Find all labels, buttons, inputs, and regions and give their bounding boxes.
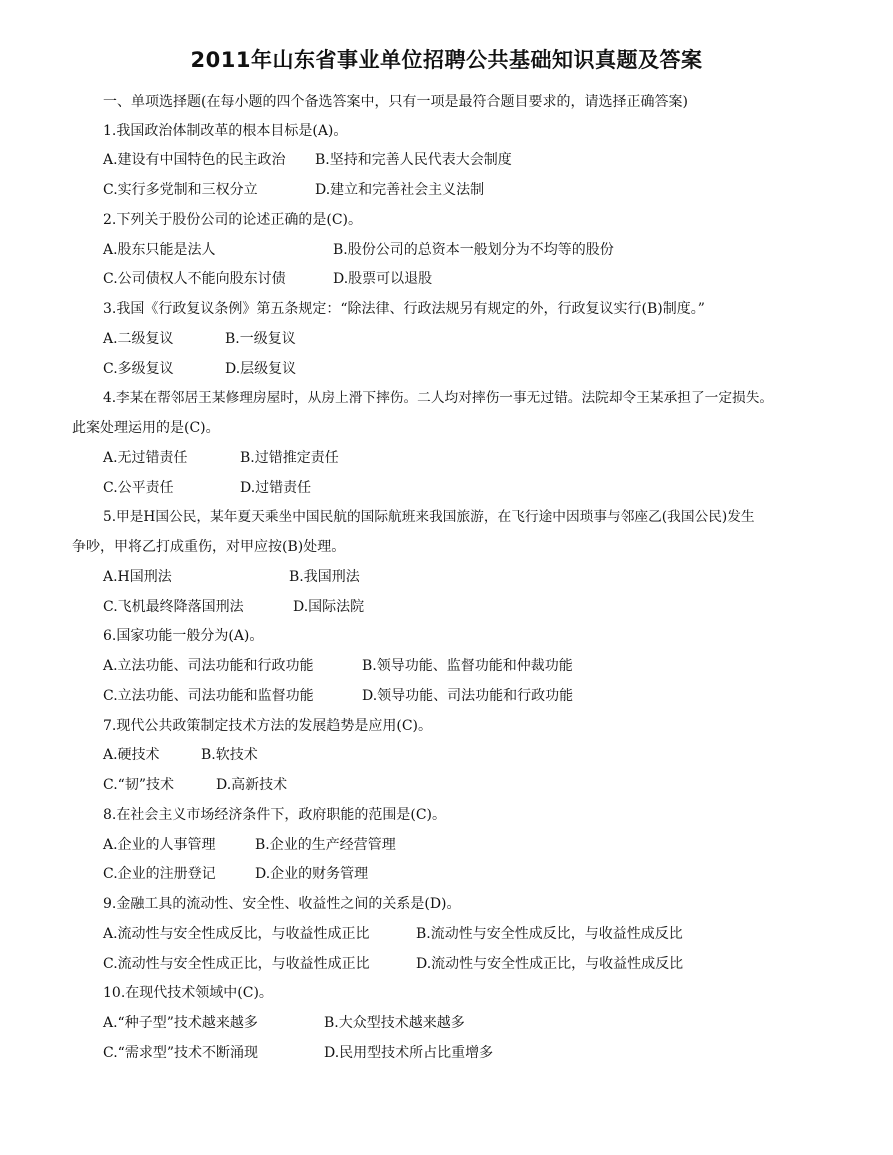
- question-2-option-c: C.公司债权人不能向股东讨债: [103, 271, 286, 287]
- question-3-option-b: B.一级复议: [225, 331, 296, 347]
- question-5-option-a: A.H国刑法: [103, 569, 172, 585]
- question-3-option-a: A.二级复议: [103, 331, 174, 347]
- question-6-option-b: B.领导功能、监督功能和仲裁功能: [362, 658, 573, 674]
- question-10-option-c: C.“需求型”技术不断涌现: [103, 1045, 258, 1061]
- question-7-option-a: A.硬技术: [103, 747, 160, 763]
- question-9-stem: 9.金融工具的流动性、安全性、收益性之间的关系是(D)。: [103, 896, 461, 912]
- question-5-stem-line-2: 争吵，甲将乙打成重伤，对甲应按(B)处理。: [72, 539, 346, 555]
- question-2-option-b: B.股份公司的总资本一般划分为不均等的股份: [333, 242, 614, 258]
- question-4-option-b: B.过错推定责任: [240, 450, 339, 466]
- question-5-option-b: B.我国刑法: [289, 569, 360, 585]
- question-3-stem: 3.我国《行政复议条例》第五条规定：“除法律、行政法规另有规定的外，行政复议实行(B)制度。”: [103, 301, 705, 317]
- document-title: 2011年山东省事业单位招聘公共基础知识真题及答案: [190, 48, 703, 72]
- question-8-option-b: B.企业的生产经营管理: [255, 837, 396, 853]
- question-4-stem-line-2: 此案处理运用的是(C)。: [72, 420, 220, 436]
- question-9-option-c: C.流动性与安全性成正比，与收益性成正比: [103, 956, 370, 972]
- question-7-option-d: D.高新技术: [216, 777, 288, 793]
- question-8-option-a: A.企业的人事管理: [103, 837, 216, 853]
- question-10-option-b: B.大众型技术越来越多: [324, 1015, 465, 1031]
- question-6-option-c: C.立法功能、司法功能和监督功能: [103, 688, 314, 704]
- question-1-option-a: A.建设有中国特色的民主政治: [103, 152, 286, 168]
- question-6-option-d: D.领导功能、司法功能和行政功能: [362, 688, 574, 704]
- question-8-stem: 8.在社会主义市场经济条件下，政府职能的范围是(C)。: [103, 807, 446, 823]
- question-2-option-d: D.股票可以退股: [333, 271, 433, 287]
- question-6-stem: 6.国家功能一般分为(A)。: [103, 628, 264, 644]
- question-5-stem-line-1: 5.甲是H国公民，某年夏天乘坐中国民航的国际航班来我国旅游，在飞行途中因琐事与邻座乙(我国公民)发生: [103, 509, 755, 525]
- question-4-option-d: D.过错责任: [240, 480, 312, 496]
- question-10-option-a: A.“种子型”技术越来越多: [103, 1015, 258, 1031]
- question-4-option-a: A.无过错责任: [103, 450, 188, 466]
- question-7-option-c: C.“韧”技术: [103, 777, 174, 793]
- question-1-option-c: C.实行多党制和三权分立: [103, 182, 258, 198]
- question-7-option-b: B.软技术: [201, 747, 258, 763]
- question-9-option-d: D.流动性与安全性成正比，与收益性成反比: [416, 956, 684, 972]
- question-4-option-c: C.公平责任: [103, 480, 174, 496]
- question-8-option-c: C.企业的注册登记: [103, 866, 216, 882]
- question-2-option-a: A.股东只能是法人: [103, 242, 216, 258]
- question-3-option-d: D.层级复议: [225, 361, 297, 377]
- question-8-option-d: D.企业的财务管理: [255, 866, 369, 882]
- question-1-option-d: D.建立和完善社会主义法制: [315, 182, 485, 198]
- question-5-option-c: C.飞机最终降落国刑法: [103, 599, 244, 615]
- question-9-option-b: B.流动性与安全性成反比，与收益性成反比: [416, 926, 683, 942]
- question-1-stem: 1.我国政治体制改革的根本目标是(A)。: [103, 123, 348, 139]
- question-4-stem-line-1: 4.李某在帮邻居王某修理房屋时，从房上滑下摔伤。二人均对摔伤一事无过错。法院却令王某承担了一定损失。: [103, 390, 774, 406]
- question-10-stem: 10.在现代技术领域中(C)。: [103, 985, 273, 1001]
- question-5-option-d: D.国际法院: [293, 599, 365, 615]
- question-10-option-d: D.民用型技术所占比重增多: [324, 1045, 494, 1061]
- section-heading: 一、单项选择题(在每小题的四个备选答案中，只有一项是最符合题目要求的，请选择正确答案): [103, 94, 688, 110]
- question-1-option-b: B.坚持和完善人民代表大会制度: [315, 152, 512, 168]
- question-6-option-a: A.立法功能、司法功能和行政功能: [103, 658, 314, 674]
- question-9-option-a: A.流动性与安全性成反比，与收益性成正比: [103, 926, 370, 942]
- question-2-stem: 2.下列关于股份公司的论述正确的是(C)。: [103, 212, 362, 228]
- question-3-option-c: C.多级复议: [103, 361, 174, 377]
- question-7-stem: 7.现代公共政策制定技术方法的发展趋势是应用(C)。: [103, 718, 432, 734]
